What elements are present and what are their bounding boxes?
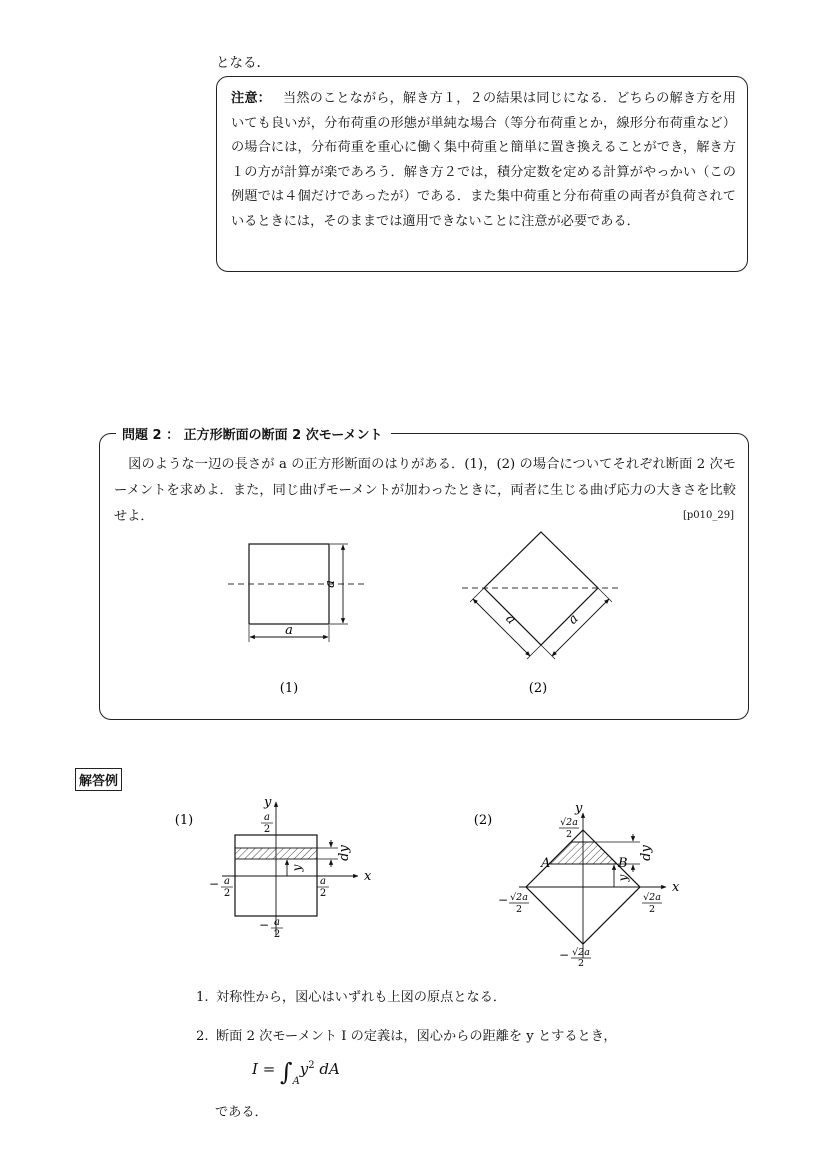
problem-reference: [p010_29] <box>682 510 734 521</box>
step-number: 1. <box>196 990 209 1005</box>
left-frac-num: a <box>224 876 230 887</box>
top-frac-num-2: √2a <box>560 817 578 828</box>
fig1-caption: (1) <box>279 681 299 696</box>
left-label-a: a <box>502 611 519 628</box>
left-frac-num-2: √2a <box>510 892 528 903</box>
step-item <box>196 986 506 1005</box>
point-b: B <box>618 856 628 871</box>
y-axis-label: y <box>264 795 272 810</box>
problem-fig1 <box>228 544 368 696</box>
bottom-frac-den: 2 <box>273 929 281 940</box>
answer-label: 解答例 <box>75 768 122 791</box>
bottom-frac-sign-2: − <box>558 948 570 962</box>
y-distance-label: y <box>290 864 304 872</box>
formula-lhs: I = <box>252 1060 276 1078</box>
problem-statement: 図のような一辺の長さが a の正方形断面のはりがある．(1)，(2) の場合についてそれぞれ断面 2 次モーメントを求めよ．また，同じ曲げモーメントが加わったときに，両者に生じる曲げ応力の大きさを比較せよ． <box>114 457 736 524</box>
formula-conclusion: である． <box>215 1105 268 1120</box>
problem-fig2 <box>462 532 622 696</box>
bottom-frac-num: a <box>274 917 280 928</box>
problem-title: 問題 2 ： 正方形断面の断面 2 次モーメント <box>116 424 391 443</box>
fig2-caption: (2) <box>528 681 548 696</box>
right-dimension-line <box>552 599 609 656</box>
left-frac-sign-2: − <box>497 893 509 907</box>
right-frac-den: 2 <box>319 888 327 899</box>
bottom-frac-sign: − <box>258 918 270 932</box>
step-text: 対称性から，図心はいずれも上図の原点となる． <box>216 990 507 1005</box>
side-label-a: a <box>323 580 338 588</box>
answer-fig2 <box>474 801 680 969</box>
top-frac-den: 2 <box>263 824 271 835</box>
formula-subscript: A <box>292 1076 300 1087</box>
right-frac-num: a <box>320 876 326 887</box>
answer-fig2-caption: (2) <box>473 813 493 828</box>
x-axis-label-2: x <box>672 880 680 895</box>
answer-fig1-caption: (1) <box>174 813 194 828</box>
top-frac-num: a <box>264 812 270 823</box>
bottom-label-a: a <box>285 623 293 638</box>
dy-label-2: dy <box>639 845 654 861</box>
left-frac-den-2: 2 <box>515 904 523 915</box>
right-frac-num-2: √2a <box>643 892 661 903</box>
bottom-frac-num-2: √2a <box>572 947 590 958</box>
x-axis-label: x <box>364 869 372 884</box>
step-item <box>196 1025 617 1044</box>
moment-of-inertia-formula <box>252 1058 340 1087</box>
dy-label: dy <box>337 845 352 861</box>
diamond-section <box>484 532 598 645</box>
formula-integral: ∫ <box>280 1058 293 1086</box>
answer-fig1 <box>175 795 372 940</box>
y-distance-label-2: y <box>616 874 630 882</box>
left-dimension-line <box>473 599 530 656</box>
formula-superscript: 2 <box>308 1060 315 1071</box>
left-frac-sign: − <box>208 877 220 891</box>
right-frac-den-2: 2 <box>648 904 656 915</box>
note-label: 注意： <box>231 91 271 106</box>
point-a: A <box>541 856 551 871</box>
formula-body: y <box>299 1060 309 1078</box>
note-text: 当然のことながら，解き方１，２の結果は同じになる．どちらの解き方を用いても良いが，分布荷重の形態が単純な場合（等分布荷重とか，線形分布荷重など）の場合には，分布荷重を重心に働く集中荷重と簡単に置き換えることができ，解き方１の方が計算が楽であろう．解き方２では，積分定数を定める計算がやっかい（この例題では４個だけであったが）である．また集中荷重と分布荷重の両者が負荷されているときには，そのままでは適用できないことに注意が必要である． <box>231 91 736 229</box>
step-number: 2. <box>196 1029 209 1044</box>
hatched-strip <box>235 848 317 859</box>
formula-tail: dA <box>314 1060 340 1078</box>
top-frac-den-2: 2 <box>565 829 573 840</box>
y-axis-label-2: y <box>575 801 583 816</box>
right-label-a: a <box>565 611 582 628</box>
step-text: 断面 2 次モーメント I の定義は，図心からの距離を y とするとき， <box>216 1029 617 1044</box>
left-frac-den: 2 <box>223 888 231 899</box>
intro-text: となる. <box>216 55 261 71</box>
bottom-frac-den-2: 2 <box>577 958 585 969</box>
